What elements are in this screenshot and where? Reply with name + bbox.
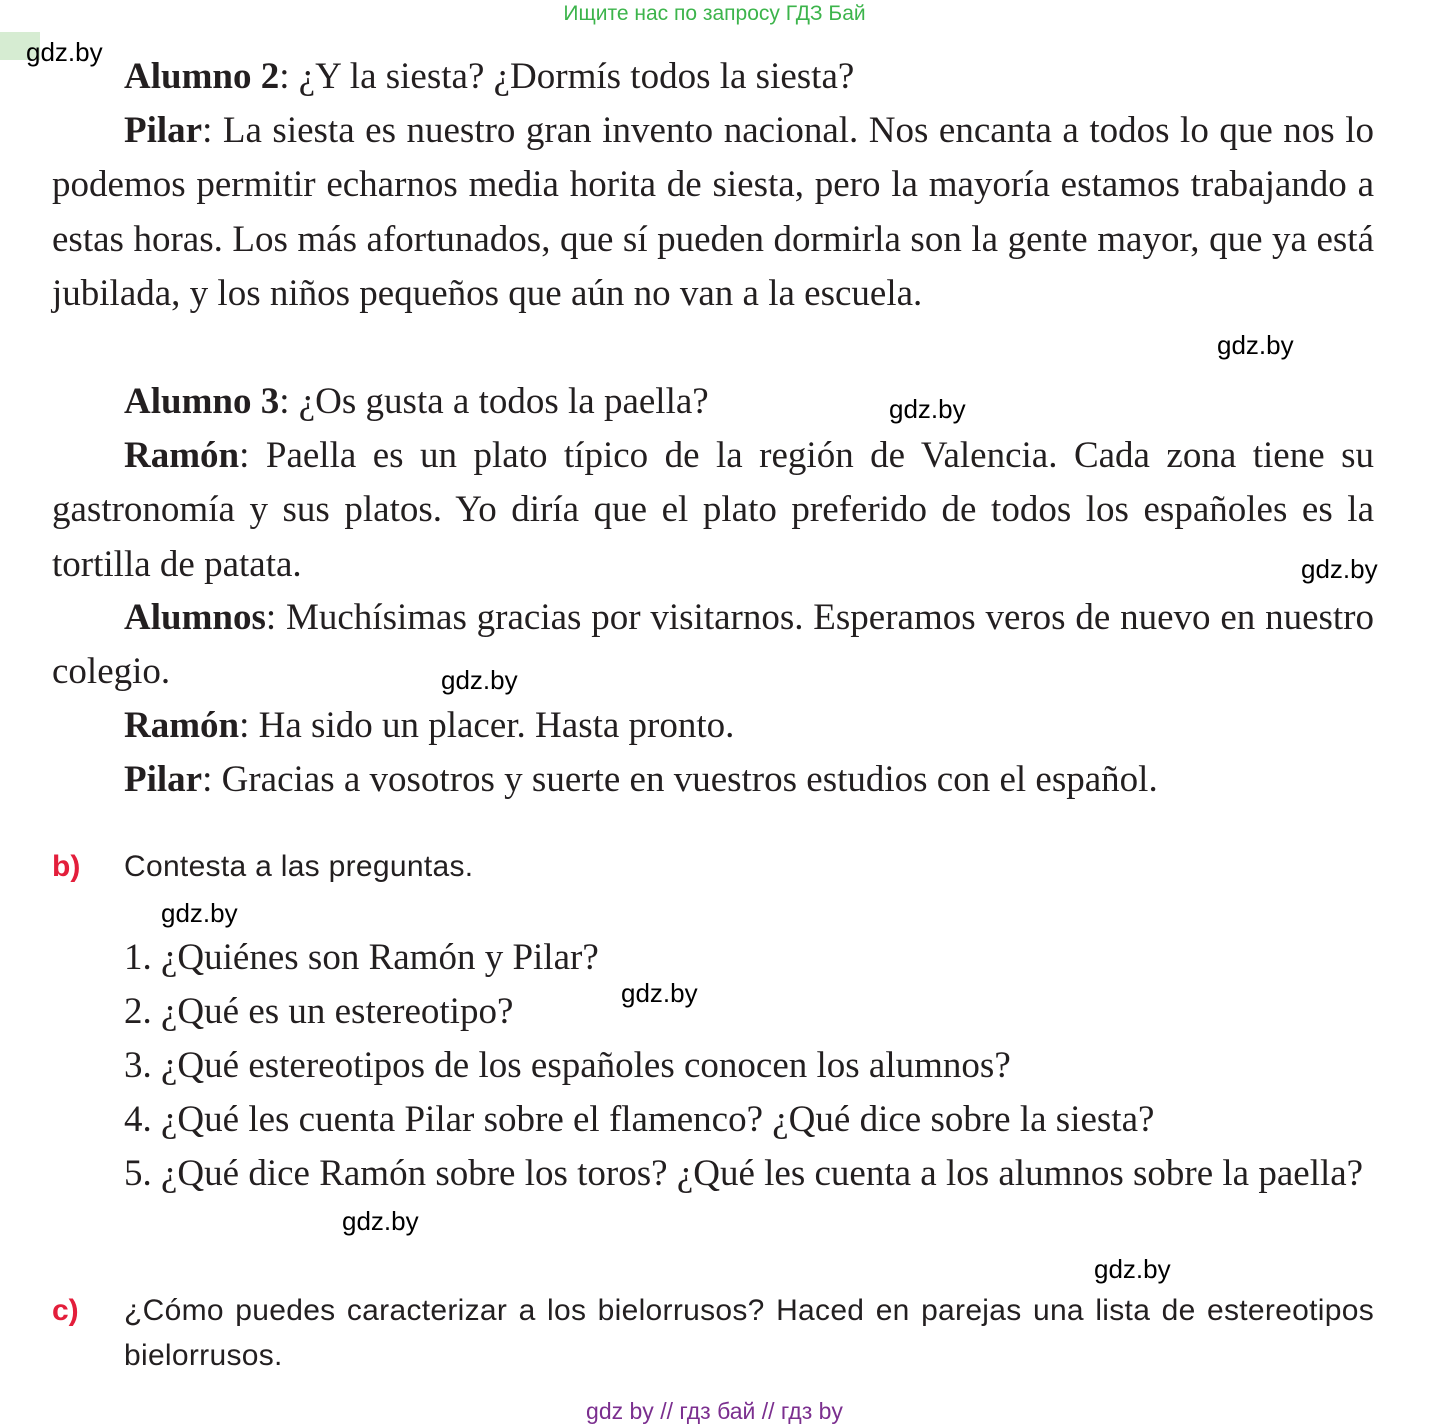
line-text: : Paella es un plato típico de la región de Valencia. Cada zona tiene su gastronomía y sus platos. Yo diría que el plato preferido de todos los españoles es la tortilla de patata. [52,435,1374,585]
watermark: gdz.by [342,1206,419,1236]
dialogue-line [52,104,1374,321]
question-item: 4. ¿Qué les cuenta Pilar sobre el flamenco? ¿Qué dice sobre la siesta? [124,1099,1155,1140]
watermark: gdz.by [889,394,966,424]
watermark: gdz.by [621,978,698,1008]
speaker-name: Ramón [124,705,240,746]
question-item: 5. ¿Qué dice Ramón sobre los toros? ¿Qué les cuenta a los alumnos sobre la paella? [124,1153,1364,1194]
speaker-name: Pilar [124,110,203,151]
section-b-header [52,844,1374,889]
speaker-name: Alumno 3 [124,381,280,422]
watermark: gdz.by [1094,1254,1171,1284]
watermark: gdz.by [1301,554,1378,584]
watermark: gdz.by [1217,330,1294,360]
section-label: b) [52,850,81,883]
watermark: gdz.by [441,665,518,695]
line-text: : Ha sido un placer. Hasta pronto. [239,705,735,746]
section-instruction: ¿Cómo puedes caracterizar a los bielorrusos? Haced en parejas una lista de estereotipos bielorrusos. [124,1294,1374,1372]
speaker-name: Alumnos [124,597,266,638]
question-item: 1. ¿Quiénes son Ramón y Pilar? [124,937,599,978]
line-text: : La siesta es nuestro gran invento nacional. Nos encanta a todos lo que nos lo podemos permitir echarnos media horita de siesta, pero la mayoría estamos trabajando a estas horas. Los más afortunados, que sí pueden dormirla son la gente mayor, que ya está jubilada, y los niños pequeños que aún no van a la escuela. [52,110,1374,314]
search-banner: Ищите нас по запросу ГДЗ Бай [563,2,866,25]
speaker-name: Pilar [124,759,203,800]
question-item: 2. ¿Qué es un estereotipo? [124,991,514,1032]
dialogue-line [52,375,1374,429]
dialogue-line [52,50,1374,104]
speaker-name: Ramón [124,435,240,476]
watermark: gdz.by [161,898,238,928]
dialogue-line [52,429,1374,592]
line-text: : ¿Os gusta a todos la paella? [279,381,709,422]
section-label: c) [52,1294,79,1327]
line-text: : Muchísimas gracias por visitarnos. Esperamos veros de nuevo en nuestro colegio. [52,597,1374,693]
section-instruction: Contesta a las preguntas. [124,850,474,883]
dialogue-line [52,591,1374,700]
line-text: : Gracias a vosotros y suerte en vuestros estudios con el español. [202,759,1158,800]
dialogue-line [52,699,1374,753]
question-item: 3. ¿Qué estereotipos de los españoles conocen los alumnos? [124,1045,1011,1086]
section-c [52,1288,1374,1378]
footer-watermark: gdz by // гдз бай // гдз by [586,1398,843,1424]
dialogue-line [52,753,1374,807]
line-text: : ¿Y la siesta? ¿Dormís todos la siesta? [279,56,855,97]
speaker-name: Alumno 2 [124,56,280,97]
watermark: gdz.by [26,37,103,67]
